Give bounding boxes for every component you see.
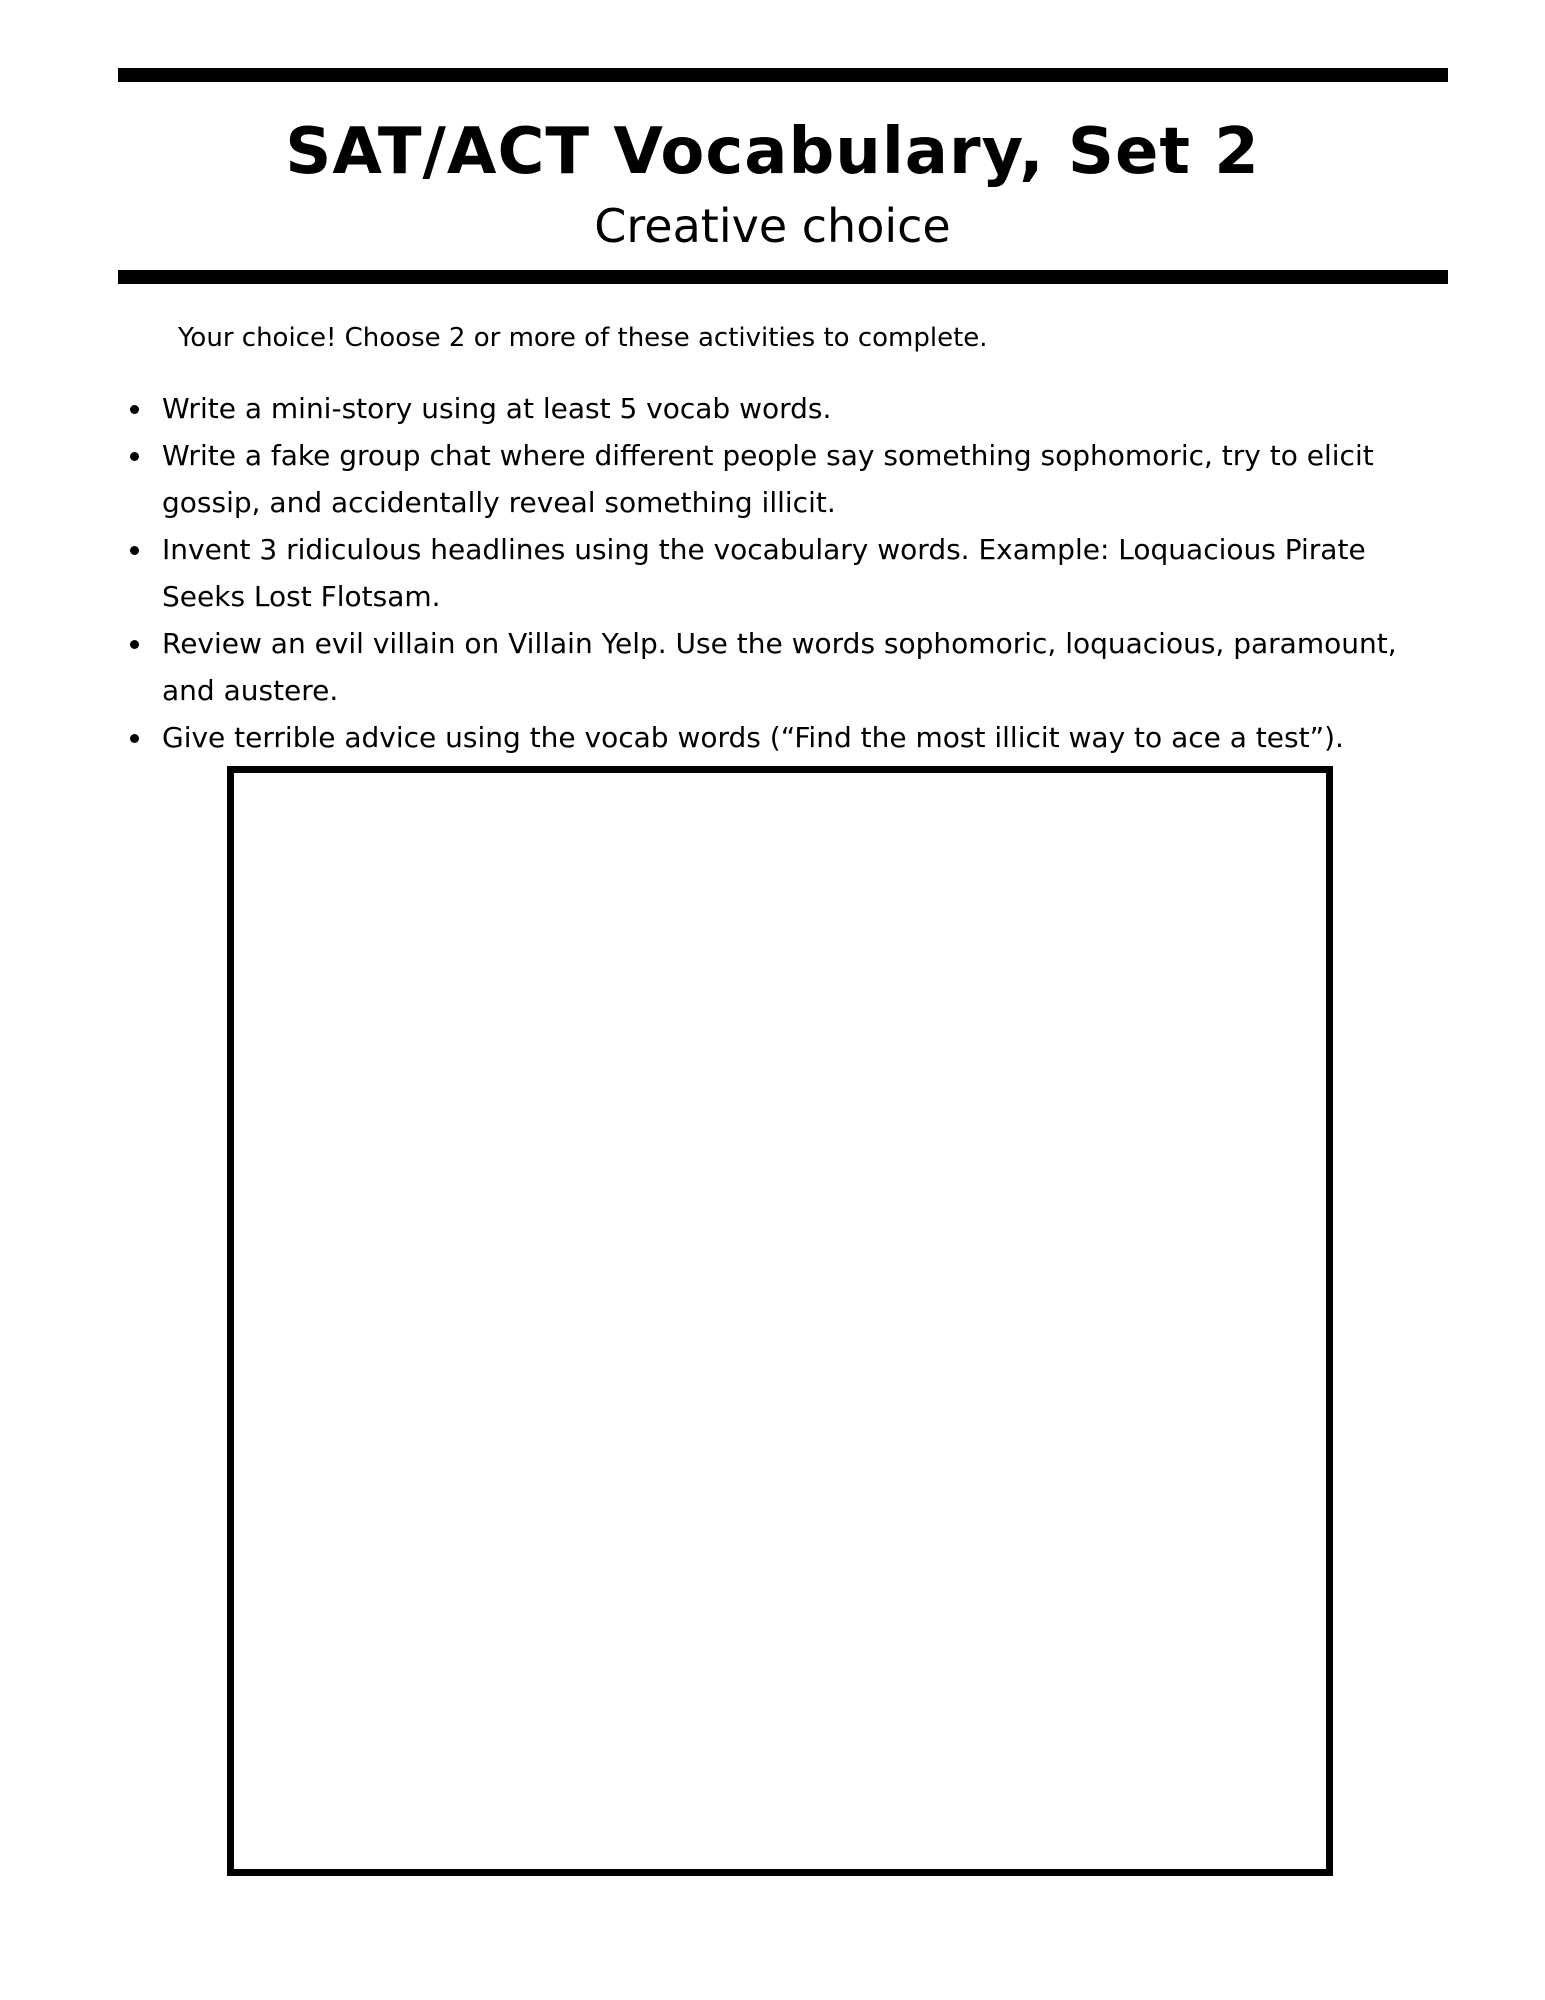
bottom-divider-rule bbox=[118, 270, 1448, 284]
activity-item: Review an evil villain on Villain Yelp. Use the words sophomoric, loquacious, paramount, and austere. bbox=[118, 620, 1448, 714]
activity-item: Write a mini-story using at least 5 vocab words. bbox=[118, 385, 1448, 432]
activity-item: Invent 3 ridiculous headlines using the vocabulary words. Example: Loquacious Pirate Seeks Lost Flotsam. bbox=[118, 526, 1448, 620]
activity-item: Give terrible advice using the vocab words (“Find the most illicit way to ace a test”). bbox=[118, 714, 1448, 761]
page-title: SAT/ACT Vocabulary, Set 2 bbox=[285, 115, 1260, 189]
instructions-text: Your choice! Choose 2 or more of these activities to complete. bbox=[178, 323, 988, 353]
activity-list bbox=[118, 385, 1448, 761]
response-writing-box[interactable] bbox=[227, 766, 1333, 1876]
activity-item: Write a fake group chat where different people say something sophomoric, try to elicit gossip, and accidentally reveal something illicit. bbox=[118, 432, 1448, 526]
page-subtitle: Creative choice bbox=[594, 199, 951, 253]
top-divider-rule bbox=[118, 68, 1448, 82]
